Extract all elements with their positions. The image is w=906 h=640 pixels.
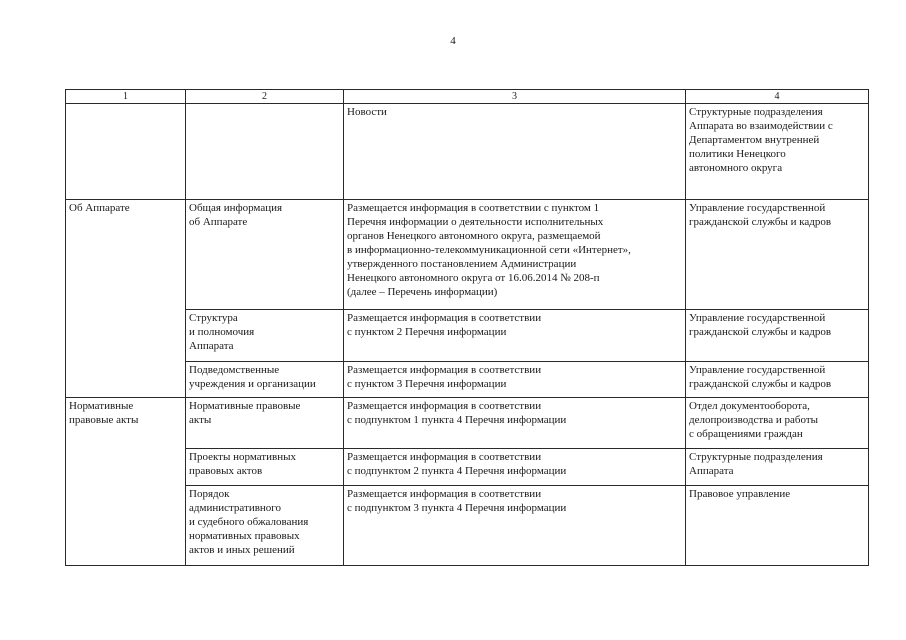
responsible-cell: [686, 449, 869, 486]
header-cell-4: 4: [686, 90, 869, 104]
content-text: Размещается информация в соответствии с подпунктом 2 пункта 4 Перечня информации: [347, 451, 567, 477]
section-text: Нормативные правовые акты: [69, 400, 139, 426]
content-cell: [344, 310, 686, 362]
section-cell: [66, 398, 186, 566]
responsible-text: Структурные подразделения Аппарата: [689, 451, 823, 477]
responsible-cell: [686, 486, 869, 566]
responsible-cell: [686, 398, 869, 449]
content-cell: [344, 449, 686, 486]
table-row: [66, 486, 869, 566]
table-row: [66, 362, 869, 398]
table-row: [66, 200, 869, 310]
responsible-cell: [686, 310, 869, 362]
responsible-text: Управление государственной гражданской службы и кадров: [689, 312, 832, 338]
item-text: Порядок административного и судебного обжалования нормативных правовых актов и иных решений: [189, 488, 309, 556]
table-row: [66, 310, 869, 362]
section-cell: [66, 104, 186, 200]
header-cell-2: 2: [186, 90, 344, 104]
content-text: Новости: [347, 106, 387, 118]
content-text: Размещается информация в соответствии с пунктом 2 Перечня информации: [347, 312, 542, 338]
header-cell-1: 1: [66, 90, 186, 104]
table-row: [66, 449, 869, 486]
item-text: Общая информация об Аппарате: [189, 202, 283, 228]
content-cell: [344, 398, 686, 449]
responsible-text: Управление государственной гражданской службы и кадров: [689, 202, 832, 228]
page-number: 4: [450, 35, 456, 47]
content-text: Размещается информация в соответствии с пунктом 3 Перечня информации: [347, 364, 542, 390]
content-cell: [344, 486, 686, 566]
table-row: [66, 104, 869, 200]
responsible-cell: [686, 200, 869, 310]
content-cell: [344, 362, 686, 398]
item-cell: [186, 449, 344, 486]
item-text: Структура и полномочия Аппарата: [189, 312, 255, 352]
content-text: Размещается информация в соответствии с подпунктом 1 пункта 4 Перечня информации: [347, 400, 567, 426]
responsible-cell: [686, 362, 869, 398]
content-cell: [344, 104, 686, 200]
section-text: Об Аппарате: [69, 202, 130, 214]
item-text: Проекты нормативных правовых актов: [189, 451, 296, 477]
item-cell: [186, 200, 344, 310]
item-cell: [186, 486, 344, 566]
table-header-row: [66, 90, 869, 104]
responsible-text: Правовое управление: [689, 488, 791, 500]
responsible-text: Структурные подразделения Аппарата во взаимодействии с Департаментом внутренней политики Ненецкого автономного округа: [689, 106, 833, 174]
item-cell: [186, 104, 344, 200]
content-text: Размещается информация в соответствии с пунктом 1 Перечня информации о деятельности исполнительных органов Ненецкого автономного округа, размещаемой в информационно-телекоммуникационной сети «Интернет», утвержденного постановлением Администрации Ненецкого автономного округа от 16.06.2014 № 208-п (далее – Перечень информации): [347, 202, 631, 298]
item-cell: [186, 310, 344, 362]
section-cell: [66, 200, 186, 398]
content-cell: [344, 200, 686, 310]
item-cell: [186, 362, 344, 398]
item-text: Подведомственные учреждения и организации: [189, 364, 316, 390]
info-table: [65, 89, 869, 566]
responsible-cell: [686, 104, 869, 200]
header-cell-3: 3: [344, 90, 686, 104]
table-row: [66, 398, 869, 449]
responsible-text: Управление государственной гражданской службы и кадров: [689, 364, 832, 390]
responsible-text: Отдел документооборота, делопроизводства и работы с обращениями граждан: [689, 400, 819, 440]
item-cell: [186, 398, 344, 449]
item-text: Нормативные правовые акты: [189, 400, 301, 426]
content-text: Размещается информация в соответствии с подпунктом 3 пункта 4 Перечня информации: [347, 488, 567, 514]
